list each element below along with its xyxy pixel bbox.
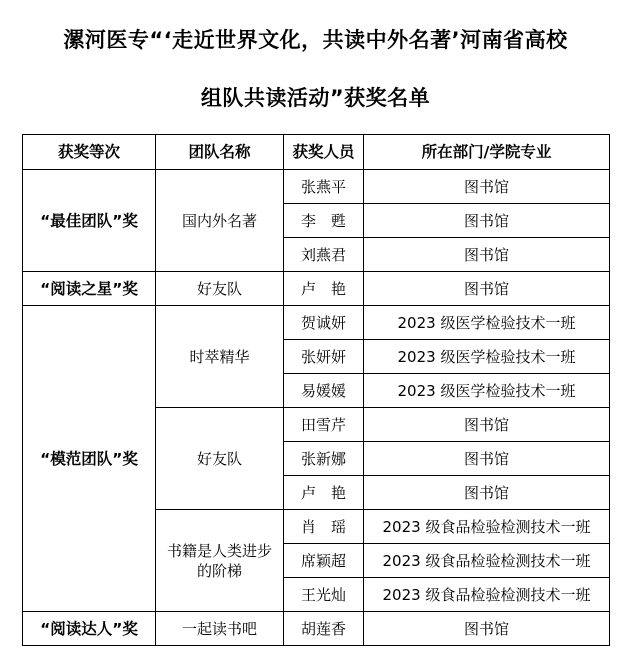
team-cell: 时萃精华 (156, 306, 284, 408)
award-table (22, 134, 610, 646)
dept-cell: 图书馆 (364, 272, 610, 306)
dept-cell: 2023 级医学检验技术一班 (364, 306, 610, 340)
person-cell: 刘燕君 (284, 238, 364, 272)
dept-cell: 2023 级食品检验检测技术一班 (364, 544, 610, 578)
team-cell: 好友队 (156, 408, 284, 510)
dept-cell: 2023 级食品检验检测技术一班 (364, 578, 610, 612)
dept-cell: 图书馆 (364, 238, 610, 272)
person-cell: 肖 瑶 (284, 510, 364, 544)
award-cell: “阅读达人”奖 (23, 612, 156, 646)
table-row (23, 306, 610, 340)
dept-cell: 图书馆 (364, 612, 610, 646)
person-cell: 胡莲香 (284, 612, 364, 646)
person-cell: 张新娜 (284, 442, 364, 476)
person-cell: 张妍妍 (284, 340, 364, 374)
table-header-row (23, 135, 610, 170)
team-cell: 国内外名著 (156, 170, 284, 272)
header-winner: 获奖人员 (284, 135, 364, 170)
person-cell: 贺诚妍 (284, 306, 364, 340)
person-cell: 卢 艳 (284, 476, 364, 510)
dept-cell: 图书馆 (364, 408, 610, 442)
team-cell: 书籍是人类进步的阶梯 (156, 510, 284, 612)
person-cell: 卢 艳 (284, 272, 364, 306)
dept-cell: 2023 级医学检验技术一班 (364, 374, 610, 408)
award-cell: “模范团队”奖 (23, 306, 156, 612)
person-cell: 易媛媛 (284, 374, 364, 408)
dept-cell: 2023 级食品检验检测技术一班 (364, 510, 610, 544)
document-title-line1: 漯河医专“‘走近世界文化，共读中外名著’河南省高校 (63, 28, 568, 52)
team-cell: 好友队 (156, 272, 284, 306)
document-title-line2: 组队共读活动”获奖名单 (200, 86, 431, 110)
table-row (23, 272, 610, 306)
dept-cell: 图书馆 (364, 442, 610, 476)
header-department: 所在部门/学院专业 (364, 135, 610, 170)
header-award-level: 获奖等次 (23, 135, 156, 170)
dept-cell: 2023 级医学检验技术一班 (364, 340, 610, 374)
person-cell: 张燕平 (284, 170, 364, 204)
person-cell: 田雪芹 (284, 408, 364, 442)
person-cell: 王光灿 (284, 578, 364, 612)
award-cell: “最佳团队”奖 (23, 170, 156, 272)
dept-cell: 图书馆 (364, 476, 610, 510)
award-cell: “阅读之星”奖 (23, 272, 156, 306)
dept-cell: 图书馆 (364, 170, 610, 204)
person-cell: 李 甦 (284, 204, 364, 238)
dept-cell: 图书馆 (364, 204, 610, 238)
team-cell: 一起读书吧 (156, 612, 284, 646)
person-cell: 席颖超 (284, 544, 364, 578)
table-row (23, 170, 610, 204)
table-row (23, 612, 610, 646)
header-team-name: 团队名称 (156, 135, 284, 170)
